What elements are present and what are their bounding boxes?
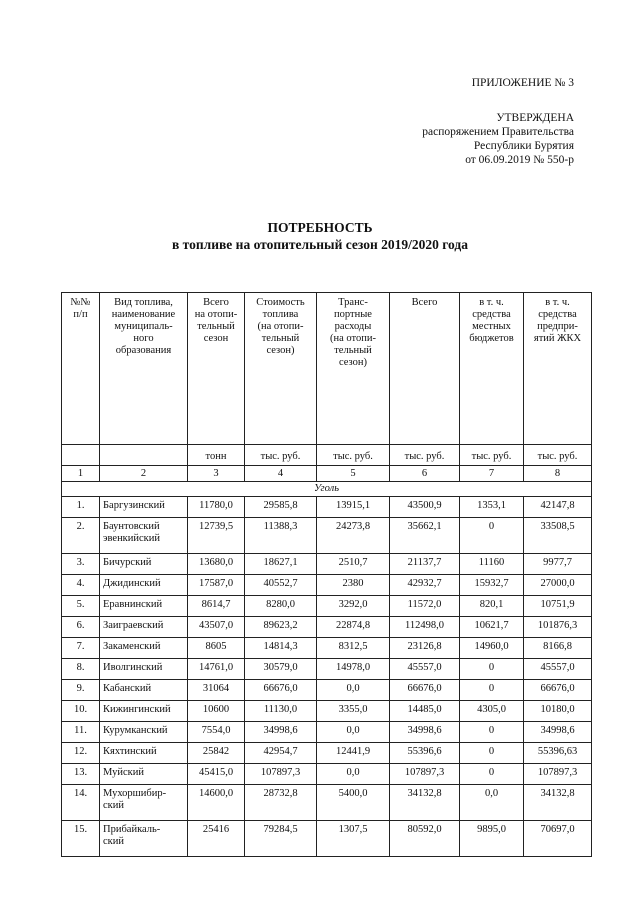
- table-cell: 0: [460, 680, 524, 701]
- table-row: [62, 785, 592, 821]
- table-cell: 0,0: [317, 680, 390, 701]
- column-number: 8: [524, 466, 592, 482]
- table-cell: 9895,0: [460, 821, 524, 857]
- table-cell: 12.: [62, 743, 100, 764]
- column-header: №№ п/п: [62, 293, 100, 445]
- table-cell: 11388,3: [245, 518, 317, 554]
- table-cell: 45557,0: [524, 659, 592, 680]
- table-cell: 14814,3: [245, 638, 317, 659]
- table-cell: 35662,1: [390, 518, 460, 554]
- column-number: 6: [390, 466, 460, 482]
- table-cell: 0: [460, 722, 524, 743]
- table-row: [62, 638, 592, 659]
- table-cell: 15932,7: [460, 575, 524, 596]
- unit-cell: [62, 445, 100, 466]
- table-cell: 21137,7: [390, 554, 460, 575]
- table-cell: 8605: [188, 638, 245, 659]
- table-cell: 14.: [62, 785, 100, 821]
- table-cell: 22874,8: [317, 617, 390, 638]
- table-cell: 10600: [188, 701, 245, 722]
- table-cell: 80592,0: [390, 821, 460, 857]
- column-header: Стоимость топлива (на отопи- тельный сезон): [245, 293, 317, 445]
- column-number: 1: [62, 466, 100, 482]
- table-cell: 0: [460, 764, 524, 785]
- table-cell: 107897,3: [524, 764, 592, 785]
- table-cell: 10621,7: [460, 617, 524, 638]
- title-line-2: в топливе на отопительный сезон 2019/2020 года: [172, 237, 468, 252]
- table-cell: 15.: [62, 821, 100, 857]
- table-cell: 6.: [62, 617, 100, 638]
- table-cell: 45557,0: [390, 659, 460, 680]
- table-cell: 0,0: [460, 785, 524, 821]
- table-cell: 101876,3: [524, 617, 592, 638]
- table-cell: 1353,1: [460, 497, 524, 518]
- table-row: [62, 617, 592, 638]
- table-row: [62, 701, 592, 722]
- table-cell: 7554,0: [188, 722, 245, 743]
- table-cell: 42954,7: [245, 743, 317, 764]
- table-cell: 9977,7: [524, 554, 592, 575]
- column-number: 4: [245, 466, 317, 482]
- table-cell: 28732,8: [245, 785, 317, 821]
- municipality-name: Кижингинский: [100, 701, 188, 722]
- table-cell: 1.: [62, 497, 100, 518]
- table-cell: 66676,0: [390, 680, 460, 701]
- table-cell: 3.: [62, 554, 100, 575]
- table-cell: 3355,0: [317, 701, 390, 722]
- column-header: Всего: [390, 293, 460, 445]
- table-cell: 27000,0: [524, 575, 592, 596]
- approval-line: Республики Бурятия: [473, 140, 574, 152]
- appendix-label: ПРИЛОЖЕНИЕ № 3: [471, 77, 574, 89]
- table-cell: 5.: [62, 596, 100, 617]
- table-row: [62, 680, 592, 701]
- table-cell: 79284,5: [245, 821, 317, 857]
- table-cell: 23126,8: [390, 638, 460, 659]
- table-cell: 11.: [62, 722, 100, 743]
- table-cell: 13680,0: [188, 554, 245, 575]
- table-cell: 107897,3: [245, 764, 317, 785]
- table-cell: 5400,0: [317, 785, 390, 821]
- municipality-name: Кяхтинский: [100, 743, 188, 764]
- unit-cell: тыс. руб.: [245, 445, 317, 466]
- table-cell: 12739,5: [188, 518, 245, 554]
- table-cell: 0: [460, 659, 524, 680]
- table-cell: 10751,9: [524, 596, 592, 617]
- municipality-name: Баргузинский: [100, 497, 188, 518]
- municipality-name: Кабанский: [100, 680, 188, 701]
- table-cell: 10180,0: [524, 701, 592, 722]
- units-row: [62, 445, 592, 466]
- column-number: 2: [100, 466, 188, 482]
- municipality-name: Заиграевский: [100, 617, 188, 638]
- table-cell: 8280,0: [245, 596, 317, 617]
- column-number: 7: [460, 466, 524, 482]
- table-cell: 1307,5: [317, 821, 390, 857]
- municipality-name: Джидинский: [100, 575, 188, 596]
- category-label: Уголь: [62, 482, 592, 497]
- table-cell: 34998,6: [524, 722, 592, 743]
- column-header: Всего на отопи- тельный сезон: [188, 293, 245, 445]
- unit-cell: тыс. руб.: [390, 445, 460, 466]
- table-cell: 7.: [62, 638, 100, 659]
- table-cell: 43507,0: [188, 617, 245, 638]
- table-cell: 4.: [62, 575, 100, 596]
- title-line-1: ПОТРЕБНОСТЬ: [267, 220, 373, 235]
- table-cell: 107897,3: [390, 764, 460, 785]
- table-cell: 10.: [62, 701, 100, 722]
- table-cell: 34998,6: [390, 722, 460, 743]
- table-cell: 70697,0: [524, 821, 592, 857]
- table-cell: 42147,8: [524, 497, 592, 518]
- table-cell: 55396,63: [524, 743, 592, 764]
- table-cell: 4305,0: [460, 701, 524, 722]
- municipality-name: Прибайкаль- ский: [100, 821, 188, 857]
- table-cell: 24273,8: [317, 518, 390, 554]
- table-cell: 45415,0: [188, 764, 245, 785]
- table-cell: 0: [460, 518, 524, 554]
- table-cell: 820,1: [460, 596, 524, 617]
- table-cell: 8312,5: [317, 638, 390, 659]
- municipality-name: Бичурский: [100, 554, 188, 575]
- table-cell: 0,0: [317, 764, 390, 785]
- column-number: 3: [188, 466, 245, 482]
- column-number: 5: [317, 466, 390, 482]
- municipality-name: Муйский: [100, 764, 188, 785]
- table-row: [62, 764, 592, 785]
- unit-cell: тыс. руб.: [317, 445, 390, 466]
- table-row: [62, 821, 592, 857]
- table-row: [62, 722, 592, 743]
- table-cell: 11130,0: [245, 701, 317, 722]
- table-row: [62, 554, 592, 575]
- approval-line: УТВЕРЖДЕНА: [496, 112, 574, 124]
- table-cell: 11160: [460, 554, 524, 575]
- header-row: [62, 293, 592, 445]
- table-cell: 34998,6: [245, 722, 317, 743]
- unit-cell: тыс. руб.: [524, 445, 592, 466]
- table-row: [62, 518, 592, 554]
- table-cell: 25842: [188, 743, 245, 764]
- table-cell: 14485,0: [390, 701, 460, 722]
- unit-cell: тыс. руб.: [460, 445, 524, 466]
- table-cell: 13.: [62, 764, 100, 785]
- table-cell: 2.: [62, 518, 100, 554]
- table-cell: 2380: [317, 575, 390, 596]
- column-header: в т. ч. средства предпри- ятий ЖКХ: [524, 293, 592, 445]
- table-cell: 40552,7: [245, 575, 317, 596]
- table-cell: 66676,0: [524, 680, 592, 701]
- table-cell: 8614,7: [188, 596, 245, 617]
- unit-cell: тонн: [188, 445, 245, 466]
- table-cell: 8.: [62, 659, 100, 680]
- table-cell: 29585,8: [245, 497, 317, 518]
- column-header: Вид топлива, наименование муниципаль- ного образования: [100, 293, 188, 445]
- table-cell: 0: [460, 743, 524, 764]
- table-cell: 25416: [188, 821, 245, 857]
- table-cell: 3292,0: [317, 596, 390, 617]
- municipality-name: Еравнинский: [100, 596, 188, 617]
- table-cell: 17587,0: [188, 575, 245, 596]
- table-cell: 14978,0: [317, 659, 390, 680]
- unit-cell: [100, 445, 188, 466]
- table-cell: 11572,0: [390, 596, 460, 617]
- table-cell: 14761,0: [188, 659, 245, 680]
- table-cell: 34132,8: [524, 785, 592, 821]
- table-cell: 14600,0: [188, 785, 245, 821]
- municipality-name: Мухоршибир- ский: [100, 785, 188, 821]
- approval-line: от 06.09.2019 № 550-р: [465, 154, 574, 166]
- table-cell: 30579,0: [245, 659, 317, 680]
- municipality-name: Закаменский: [100, 638, 188, 659]
- table-cell: 34132,8: [390, 785, 460, 821]
- table-cell: 43500,9: [390, 497, 460, 518]
- municipality-name: Иволгинский: [100, 659, 188, 680]
- table-row: [62, 743, 592, 764]
- table-cell: 66676,0: [245, 680, 317, 701]
- approval-line: распоряжением Правительства: [422, 126, 574, 138]
- table-cell: 13915,1: [317, 497, 390, 518]
- table-cell: 55396,6: [390, 743, 460, 764]
- table-cell: 89623,2: [245, 617, 317, 638]
- table-row: [62, 575, 592, 596]
- table-cell: 112498,0: [390, 617, 460, 638]
- table-cell: 11780,0: [188, 497, 245, 518]
- approval-block: [422, 111, 574, 167]
- table-cell: 18627,1: [245, 554, 317, 575]
- table-cell: 42932,7: [390, 575, 460, 596]
- municipality-name: Баунтовский эвенкийский: [100, 518, 188, 554]
- table-row: [62, 659, 592, 680]
- table-cell: 0,0: [317, 722, 390, 743]
- table-row: [62, 497, 592, 518]
- table-cell: 9.: [62, 680, 100, 701]
- table-row: [62, 596, 592, 617]
- category-row: [62, 482, 592, 497]
- column-numbers-row: [62, 466, 592, 482]
- column-header: в т. ч. средства местных бюджетов: [460, 293, 524, 445]
- table-cell: 2510,7: [317, 554, 390, 575]
- column-header: Транс- портные расходы (на отопи- тельный сезон): [317, 293, 390, 445]
- table-cell: 14960,0: [460, 638, 524, 659]
- table-cell: 33508,5: [524, 518, 592, 554]
- table-cell: 31064: [188, 680, 245, 701]
- document-title: [0, 219, 640, 253]
- table-cell: 8166,8: [524, 638, 592, 659]
- table-cell: 12441,9: [317, 743, 390, 764]
- fuel-demand-table: [61, 292, 592, 857]
- municipality-name: Курумканский: [100, 722, 188, 743]
